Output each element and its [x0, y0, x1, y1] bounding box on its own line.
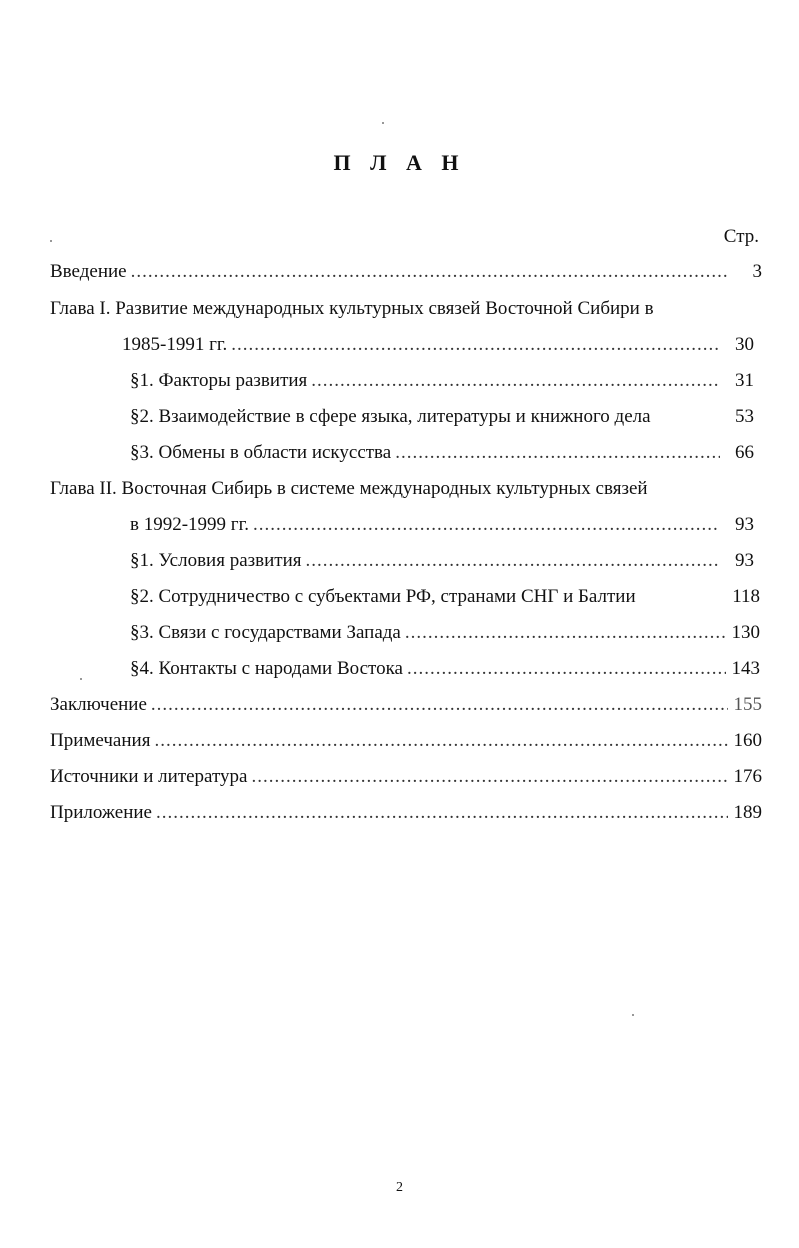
toc-entry-label: §1. Факторы развития	[130, 370, 308, 391]
toc-entry-ch2-sec3	[130, 621, 760, 645]
toc-entry-label: §1. Условия развития	[130, 550, 302, 571]
dot-leader	[311, 369, 720, 393]
toc-entry-page: 93	[735, 514, 754, 535]
toc-entry-chapter1	[122, 333, 754, 357]
scan-speck	[632, 1014, 634, 1016]
toc-entry-page: 66	[735, 442, 754, 463]
dot-leader	[405, 621, 726, 645]
scan-speck	[80, 678, 82, 680]
toc-entry-ch2-sec2	[130, 585, 760, 609]
dot-leader	[306, 549, 720, 573]
page-title: П Л А Н	[333, 150, 466, 175]
dot-leader	[131, 260, 728, 284]
toc-entry-page: 30	[735, 334, 754, 355]
toc-entry-page: 176	[733, 766, 762, 787]
dot-leader	[156, 801, 728, 825]
toc-chapter1-heading: Глава I. Развитие международных культурных связей Восточной Сибири в	[50, 298, 654, 319]
scan-speck	[382, 122, 384, 124]
toc-entry-page: 93	[735, 550, 754, 571]
dot-leader	[253, 513, 720, 537]
toc-entry-page: 143	[731, 658, 760, 679]
toc-entry-page: 130	[731, 622, 760, 643]
dot-leader	[395, 441, 720, 465]
toc-entry-page: 53	[735, 406, 754, 427]
toc-entry-label: Приложение	[50, 802, 152, 823]
toc-entry-label: §3. Обмены в области искусства	[130, 442, 392, 463]
toc-entry-label: Примечания	[50, 730, 151, 751]
toc-entry-page: 3	[752, 261, 762, 282]
dot-leader	[252, 765, 729, 789]
toc-entry-chapter2	[130, 513, 754, 537]
toc-entry-ch1-sec2	[130, 405, 754, 429]
toc-entry-page: 160	[733, 730, 762, 751]
dot-leader	[407, 657, 726, 681]
toc-entry-label: Источники и литература	[50, 766, 248, 787]
toc-entry-label: в 1992-1999 гг.	[130, 514, 249, 535]
toc-entry-page: 31	[735, 370, 754, 391]
toc-entry-intro	[50, 260, 762, 284]
toc-entry-label: §3. Связи с государствами Запада	[130, 622, 401, 643]
toc-entry-notes	[50, 729, 762, 753]
page-column-header: Стр.	[723, 226, 759, 247]
toc-entry-page: 155	[733, 694, 762, 715]
toc-chapter2-heading: Глава II. Восточная Сибирь в системе международных культурных связей	[50, 478, 648, 499]
toc-entry-appendix	[50, 801, 762, 825]
toc-entry-page: 118	[732, 586, 760, 607]
toc-entry-label: Заключение	[50, 694, 147, 715]
toc-entry-conclusion	[50, 693, 762, 717]
dot-leader	[151, 693, 728, 717]
toc-entry-label: §2. Взаимодействие в сфере языка, литературы и книжного дела	[130, 406, 651, 427]
toc-entry-ch2-sec1	[130, 549, 754, 573]
dot-leader	[231, 333, 720, 357]
page-number: 2	[396, 1180, 403, 1195]
toc-entry-ch1-sec3	[130, 441, 754, 465]
toc-entry-ch2-sec4	[130, 657, 760, 681]
toc-entry-label: 1985-1991 гг.	[122, 334, 228, 355]
toc-entry-sources	[50, 765, 762, 789]
toc-entry-page: 189	[733, 802, 762, 823]
toc-entry-label: Введение	[50, 261, 127, 282]
dot-leader	[154, 729, 728, 753]
toc-entry-label: §4. Контакты с народами Востока	[130, 658, 403, 679]
toc-entry-label: §2. Сотрудничество с субъектами РФ, странами СНГ и Балтии	[130, 586, 636, 607]
scan-speck	[50, 240, 52, 242]
toc-entry-ch1-sec1	[130, 369, 754, 393]
